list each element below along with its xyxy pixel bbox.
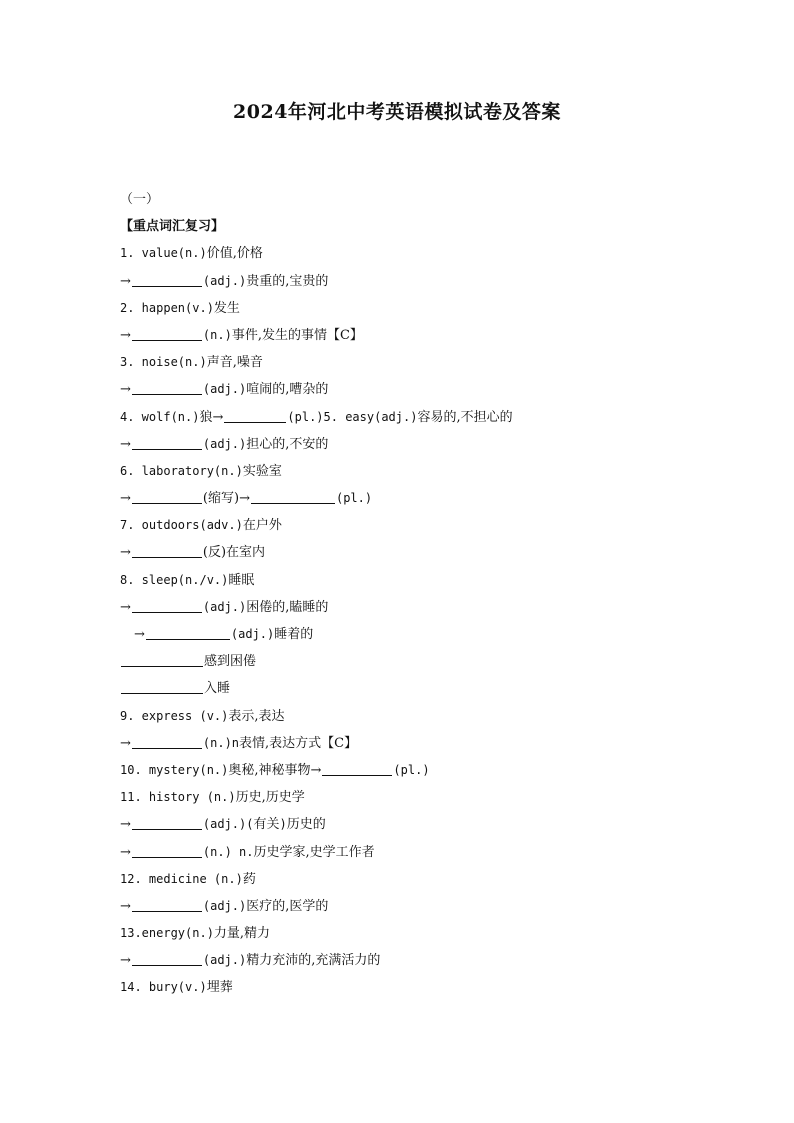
phrase-line: 入睡 [120,675,720,702]
vocab-item: 12. medicine (n.)药 [120,871,256,887]
arrow-icon: → [120,436,131,452]
blank-field[interactable] [121,679,203,694]
arrow-icon: → [120,898,131,914]
vocab-item: 4. wolf(n.)狼→ (pl.)5. easy(adj.)容易的,不担心的 [120,409,513,425]
answer-line: → (adj.)精力充沛的,充满活力的 [120,953,381,969]
answer-line: → (adj.)贵重的,宝贵的 [120,273,329,289]
blank-field[interactable] [146,625,230,640]
arrow-icon: → [120,382,131,398]
blank-field[interactable] [132,897,202,912]
blank-field[interactable] [132,598,202,613]
section-number: （一） [120,192,160,207]
vocab-item: 6. laboratory(n.)实验室 [120,463,282,479]
blank-field[interactable] [224,408,286,423]
blank-field[interactable] [251,489,335,504]
arrow-icon: → [120,735,131,751]
vocab-item: 8. sleep(n./v.)睡眠 [120,572,255,588]
answer-line: → (n.)n表情,表达方式【C】 [120,735,358,751]
blank-field[interactable] [132,815,202,830]
blank-field[interactable] [132,380,202,395]
phrase-line: 感到困倦 [120,648,720,675]
answer-line: → (adj.)(有关)历史的 [120,817,326,833]
arrow-icon: → [310,762,322,778]
section-heading: 【重点词汇复习】 [120,219,225,235]
arrow-icon: → [120,491,131,507]
arrow-icon: → [120,545,131,561]
blank-field[interactable] [132,734,202,749]
arrow-icon: → [212,409,224,425]
arrow-icon: → [120,327,131,343]
vocab-item: 13.energy(n.)力量,精力 [120,926,271,942]
vocabulary-section [120,186,720,1002]
answer-line: → (n.) n.历史学家,史学工作者 [120,844,375,860]
blank-field[interactable] [132,326,202,341]
vocab-item: 1. value(n.)价值,价格 [120,246,263,262]
vocab-item: 14. bury(v.)埋葬 [120,980,233,996]
vocab-item: 3. noise(n.)声音,噪音 [120,355,263,371]
arrow-icon: → [120,599,131,615]
arrow-icon: → [120,273,131,289]
vocab-item: 10. mystery(n.)奥秘,神秘事物→ (pl.) [120,762,430,778]
document-title: 2024年河北中考英语模拟试卷及答案 [233,101,561,123]
blank-field[interactable] [132,843,202,858]
vocab-item: 9. express (v.)表示,表达 [120,708,285,724]
blank-field[interactable] [322,761,392,776]
arrow-icon: → [239,491,250,507]
answer-line: → (反)在室内 [120,545,266,561]
answer-line: → (adj.)睡着的 [134,627,314,642]
blank-field[interactable] [121,652,203,667]
answer-line: → (adj.)困倦的,瞌睡的 [120,599,329,615]
answer-line: → (缩写)→ (pl.) [120,491,373,507]
answer-line: → (adj.)医疗的,医学的 [120,898,329,914]
arrow-icon: → [120,953,131,969]
blank-field[interactable] [132,543,202,558]
answer-line: → (adj.)担心的,不安的 [120,436,329,452]
answer-line: → (adj.)喧闹的,嘈杂的 [120,382,329,398]
arrow-icon: → [120,844,131,860]
vocab-item: 11. history (n.)历史,历史学 [120,790,305,806]
blank-field[interactable] [132,489,202,504]
vocab-item: 7. outdoors(adv.)在户外 [120,518,282,534]
blank-field[interactable] [132,951,202,966]
vocab-item: 2. happen(v.)发生 [120,300,240,316]
answer-line: → (n.)事件,发生的事情【C】 [120,327,363,343]
blank-field[interactable] [132,272,202,287]
blank-field[interactable] [132,435,202,450]
arrow-icon: → [120,817,131,833]
arrow-icon: → [134,627,145,642]
